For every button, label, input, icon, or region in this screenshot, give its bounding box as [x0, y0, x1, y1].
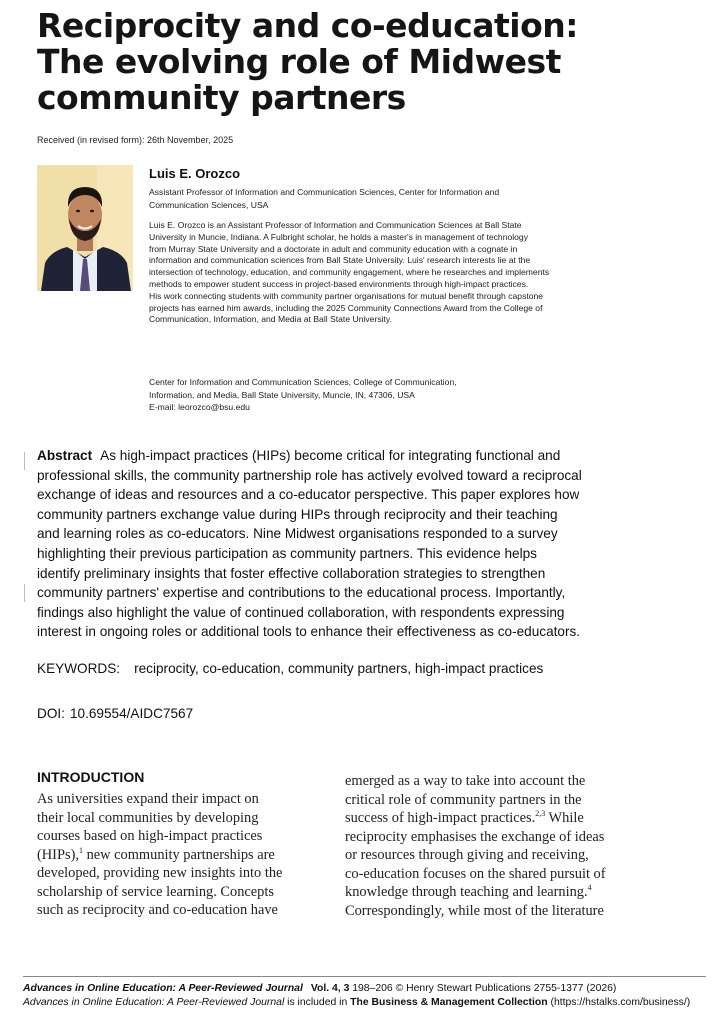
margin-mark [24, 584, 25, 602]
bio-line: from Murray State University and a doctorate in adult and community education with a cognate in [149, 243, 518, 254]
footer-citation [23, 983, 713, 994]
bio-line: University in Muncie, Indiana. A Fulbright scholar, he holds a master's in management of technology [149, 231, 529, 242]
keywords-text: reciprocity, co-education, community partners, high-impact practices [134, 661, 544, 676]
author-bio [149, 220, 699, 326]
title-line: community partners [37, 78, 406, 117]
abstract-label: Abstract [37, 448, 93, 463]
abstract-line: interest in ongoing roles or additional tools to enhance their effectiveness as co-educators. [37, 624, 581, 640]
introduction-left-column [37, 790, 337, 920]
citation-ref[interactable]: 2,3 [535, 809, 546, 819]
doi-value[interactable]: 10.69554/AIDC7567 [69, 706, 194, 721]
body-line: emerged as a way to take into account the [345, 773, 586, 789]
introduction-heading: INTRODUCTION [37, 769, 145, 785]
citation-ref[interactable]: 4 [587, 883, 592, 893]
abstract-line: highlighting their previous participation as community partners. This evidence helps [37, 545, 537, 561]
body-line: (HIPs),$^1$ new community partnerships are [37, 845, 275, 863]
article-title [37, 8, 677, 116]
margin-mark [24, 452, 25, 470]
abstract-line: Abstract As high-impact practices (HIPs) become critical for integrating functional and [37, 448, 561, 463]
author-affiliation [149, 186, 589, 212]
affiliation-line: Assistant Professor of Information and Communication Sciences, Center for Information and [149, 187, 500, 197]
footer-mid: is included in [284, 997, 351, 1008]
footer-journal-2: Advances in Online Education: A Peer-Reviewed Journal [23, 997, 285, 1008]
body-line: co-education focuses on the shared pursuit of [345, 865, 606, 882]
title-line: Reciprocity and co-education: [37, 6, 578, 45]
abstract-line: identify preliminary insights that foster effective collaboration strategies to strengthen [37, 565, 546, 581]
abstract-line: findings also highlight the value of continued collaboration, with respondents expressing [37, 604, 565, 620]
bio-line: information and communication sciences from Ball State University. Luis' research interests lie at the [149, 255, 531, 266]
author-name: Luis E. Orozco [149, 166, 241, 181]
received-date: Received (in revised form): 26th November, 2025 [37, 135, 234, 145]
body-line: developed, providing new insights into the [37, 865, 283, 881]
abstract-line: community partners' expertise and contributions to the educational process. Importantly, [37, 585, 566, 601]
abstract-line: professional skills, the community partnership role has actively evolved toward a reciprocal [37, 467, 582, 483]
bio-line: methods to empower student success in project-based environments through high-impact practices. [149, 278, 529, 289]
title-line: The evolving role of Midwest [37, 42, 561, 81]
abstract-line: exchange of ideas and resources and a co-educator perspective. This paper explores how [37, 487, 580, 503]
footer-collection [23, 997, 713, 1008]
keywords-label: KEYWORDS: [37, 661, 121, 676]
author-address [149, 376, 589, 414]
address-line: Information, and Media, Ball State University, Muncie, IN, 47306, USA [149, 389, 415, 400]
footer-divider [23, 976, 706, 977]
body-line: scholarship of service learning. Concepts [37, 883, 274, 900]
body-line: Correspondingly, while most of the literature [345, 902, 604, 919]
abstract-line: community partners exchange value during HIPs through reciprocity and their teaching [37, 506, 558, 522]
citation-ref[interactable]: 1 [78, 845, 83, 855]
footer-journal: Advances in Online Education: A Peer-Reviewed Journal [23, 983, 303, 994]
bio-line: His work connecting students with community partner organisations for mutual benefit through capstone [149, 290, 544, 301]
introduction-right-column [345, 772, 645, 920]
body-line: courses based on high-impact practices [37, 828, 263, 844]
body-line: reciprocity emphasises the exchange of ideas [345, 828, 605, 845]
abstract-line: and learning roles as co-educators. Nine Midwest organisations responded to a survey [37, 526, 558, 542]
footer-collection-name: The Business & Management Collection [350, 997, 548, 1008]
footer-volume: Vol. 4, 3 [310, 983, 350, 994]
bio-line: projects has earned him awards, including the 2025 Community Connections Award from the College of [149, 302, 543, 313]
footer-pages-publisher: 198–206 © Henry Stewart Publications 2755-1377 (2026) [352, 983, 617, 994]
body-line: success of high-impact practices.$^{2,3}$ While [345, 809, 584, 826]
bio-line: Luis E. Orozco is an Assistant Professor of Information and Communication Sciences at Ball State [149, 220, 522, 230]
body-line: critical role of community partners in the [345, 791, 582, 808]
body-line: or resources through giving and receiving, [345, 847, 589, 863]
body-line: such as reciprocity and co-education have [37, 902, 278, 918]
body-line: As universities expand their impact on [37, 791, 259, 807]
bio-line: Communication, Information, and Media at Ball State University. [149, 314, 392, 325]
author-email[interactable]: E-mail: leorozco@bsu.edu [149, 402, 250, 412]
body-line: knowledge through teaching and learning.$^4$ [345, 883, 592, 900]
affiliation-line: Communication Sciences, USA [149, 200, 269, 210]
doi [37, 706, 193, 721]
doi-label: DOI: [37, 706, 65, 721]
bio-line: intersection of technology, education, and community engagement, where he researches and implements [149, 267, 550, 278]
body-line: their local communities by developing [37, 809, 259, 826]
abstract [37, 446, 697, 642]
footer-url[interactable]: (https://hstalks.com/business/) [547, 997, 691, 1008]
keywords [37, 661, 543, 676]
author-photo [37, 165, 133, 291]
address-line: Center for Information and Communication Sciences, College of Communication, [149, 377, 457, 387]
